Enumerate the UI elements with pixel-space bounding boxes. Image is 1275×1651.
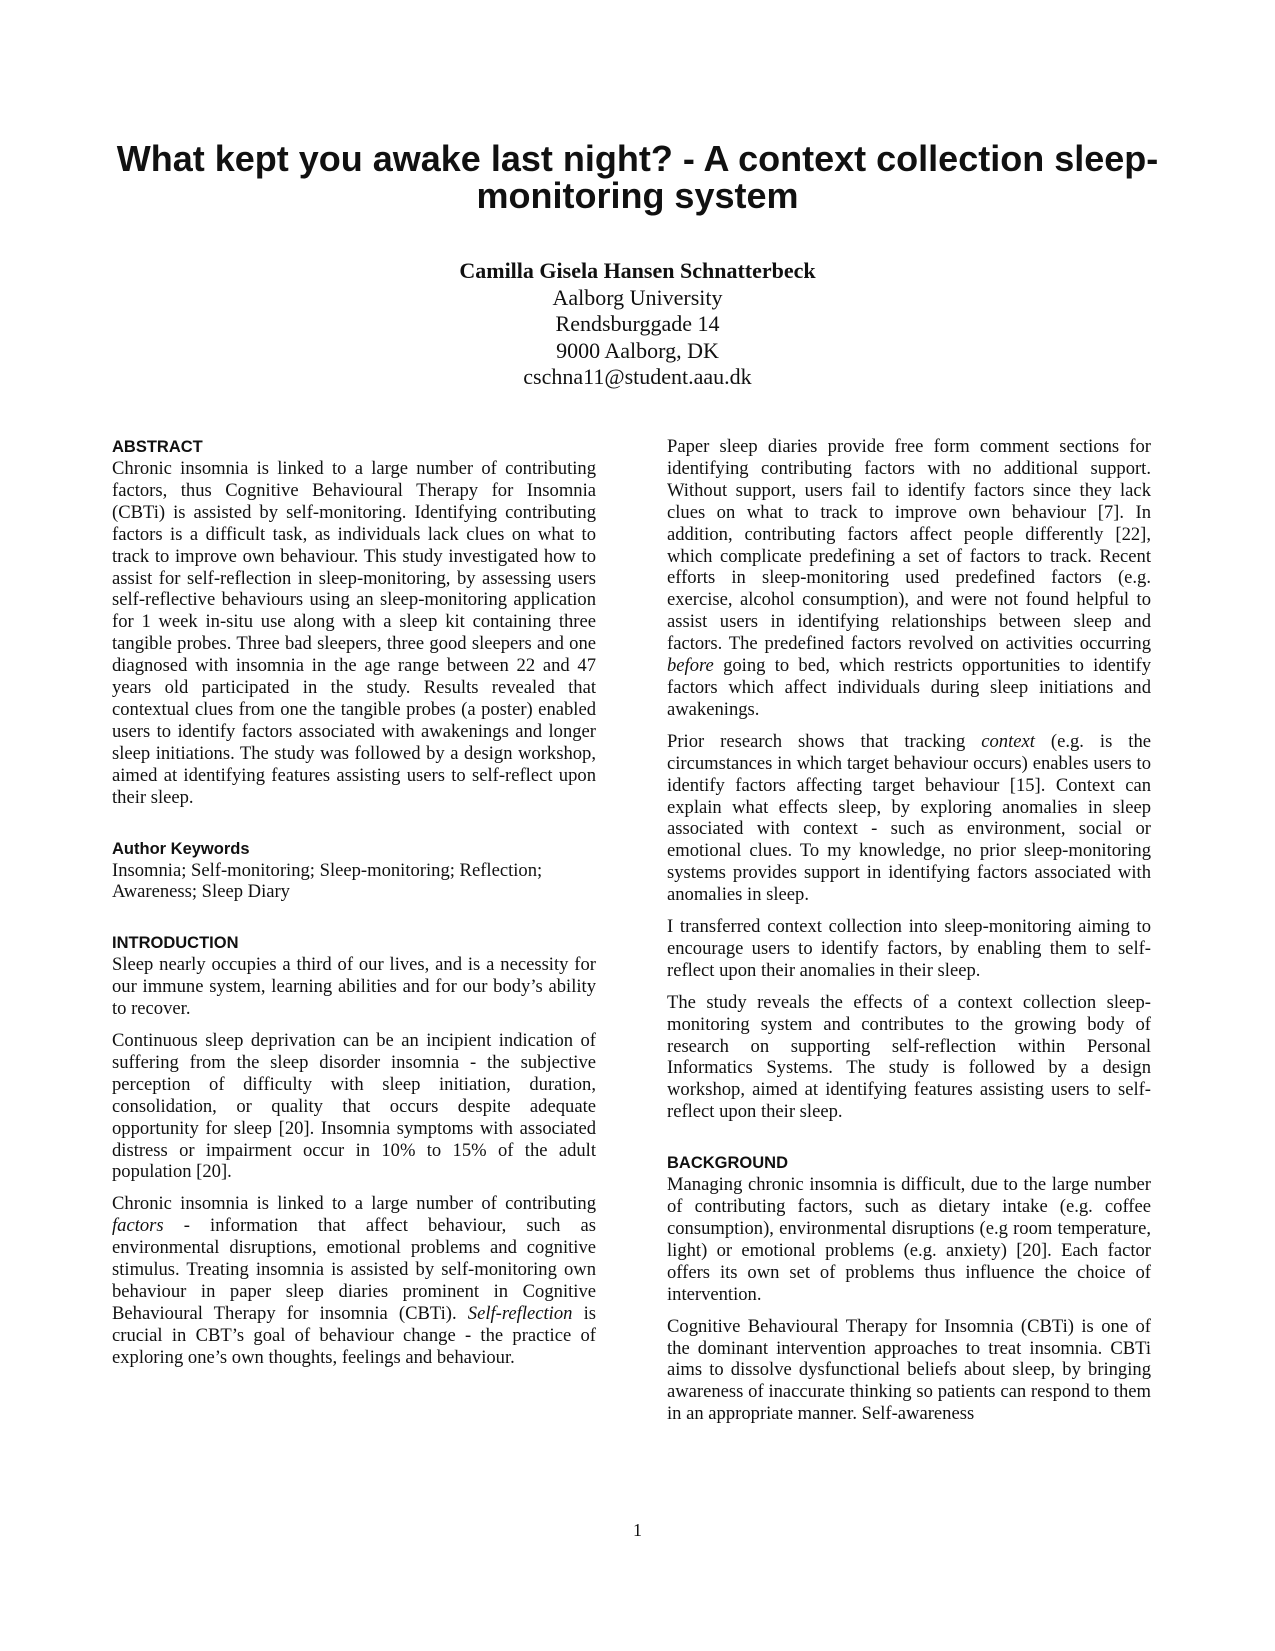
author-street: Rendsburggade 14 — [555, 311, 720, 336]
paper-title: What kept you awake last night? - A context collection sleep-monitoring system — [116, 138, 1159, 216]
author-city: 9000 Aalborg, DK — [556, 337, 719, 363]
author-email: cschna11@student.aau.dk — [523, 364, 752, 389]
introduction-paragraph-4: Paper sleep diaries provide free form comment sections for identifying contributing factors with no additional support. Without support, users fail to identify factors since they lack clues on what to track to improve own behaviour [7]. In addition, contributing factors affect people differently [22], which complicate predefining a set of factors to track. Recent efforts in sleep-monitoring used predefined factors (e.g. exercise, alcohol consumption), and were not found helpful to assist users in identifying relationships between sleep and factors. The predefined factors revolved on activities occurring before going to bed, which restricts opportunities to identify factors which affect individuals during sleep initiations and awakenings. — [667, 436, 1151, 720]
right-column — [667, 436, 1151, 1435]
introduction-paragraph-5: Prior research shows that tracking context (e.g. is the circumstances in which target behaviour occurs) enables users to identify factors affecting target behaviour [15]. Context can explain what effects sleep, by exploring anomalies in sleep associated with context - such as environment, social or emotional clues. To my knowledge, no prior sleep-monitoring systems provides support in identifying factors associated with anomalies in sleep. — [667, 730, 1151, 906]
abstract-heading: ABSTRACT — [112, 438, 203, 456]
background-paragraph-2: Cognitive Behavioural Therapy for Insomnia (CBTi) is one of the dominant intervention approaches to treat insomnia. CBTi aims to dissolve dysfunctional beliefs about sleep, by bringing awareness of inaccurate thinking so patients can respond to them in an appropriate manner. Self-awareness — [667, 1315, 1151, 1425]
page-number: 1 — [633, 1520, 642, 1540]
keywords-text: Insomnia; Self-monitoring; Sleep-monitoring; Reflection; Awareness; Sleep Diary — [112, 859, 543, 903]
author-block — [100, 258, 1175, 391]
keywords-heading: Author Keywords — [112, 839, 250, 858]
introduction-paragraph-1: Sleep nearly occupies a third of our lives, and is a necessity for our immune system, learning abilities and for our body’s ability to recover. — [112, 954, 596, 1020]
introduction-paragraph-2: Continuous sleep deprivation can be an incipient indication of suffering from the sleep disorder insomnia - the subjective perception of difficulty with sleep initiation, duration, consolidation, or quality that occurs despite adequate opportunity for sleep [20]. Insomnia symptoms with associated distress or impairment occur in 10% to 15% of the adult population [20]. — [112, 1030, 596, 1183]
introduction-paragraph-7: The study reveals the effects of a context collection sleep-monitoring system and contributes to the growing body of research on supporting self-reflection within Personal Informatics Systems. The study is followed by a design workshop, aimed at identifying features assisting users to self-reflect upon their sleep. — [667, 991, 1151, 1123]
introduction-paragraph-3: Chronic insomnia is linked to a large number of contributing factors - information that affect behaviour, such as environmental disruptions, emotional problems and cognitive stimulus. Treating insomnia is assisted by self-monitoring own behaviour in paper sleep diaries prominent in Cognitive Behavioural Therapy for insomnia (CBTi). Self-reflection is crucial in CBT’s goal of behaviour change - the practice of exploring one’s own thoughts, feelings and behaviour. — [112, 1193, 596, 1368]
introduction-paragraph-6: I transferred context collection into sleep-monitoring aiming to encourage users to identify factors, by enabling them to self-reflect upon their anomalies in their sleep. — [667, 916, 1151, 981]
author-affiliation: Aalborg University — [552, 284, 723, 310]
left-column — [112, 436, 596, 1379]
author-name: Camilla Gisela Hansen Schnatterbeck — [459, 258, 816, 283]
background-paragraph-1: Managing chronic insomnia is difficult, due to the large number of contributing factors, such as dietary intake (e.g. coffee consumption), environmental disruptions (e.g room temperature, light) or emotional problems (e.g. anxiety) [20]. Each factor offers its own set of problems thus influence the choice of intervention. — [667, 1174, 1151, 1305]
background-heading: BACKGROUND — [667, 1154, 788, 1173]
introduction-heading: INTRODUCTION — [112, 934, 239, 953]
abstract-text: Chronic insomnia is linked to a large number of contributing factors, thus Cognitive Behavioural Therapy for Insomnia (CBTi) is assisted by self-monitoring. Identifying contributing factors is a difficult task, as individuals lack clues on what to track to improve own behaviour. This study investigated how to assist for self-reflection in sleep-monitoring, by assessing users self-reflective behaviours using an sleep-monitoring application for 1 week in-situ use along with a sleep kit containing three tangible probes. Three bad sleepers, three good sleepers and one diagnosed with insomnia in the age range between 22 and 47 years old participated in the study. Results revealed that contextual clues from one the tangible probes (a poster) enabled users to identify factors associated with awakenings and longer sleep initiations. The study was followed by a design workshop, aimed at identifying features assisting users to self-reflect upon their sleep. — [112, 458, 596, 808]
